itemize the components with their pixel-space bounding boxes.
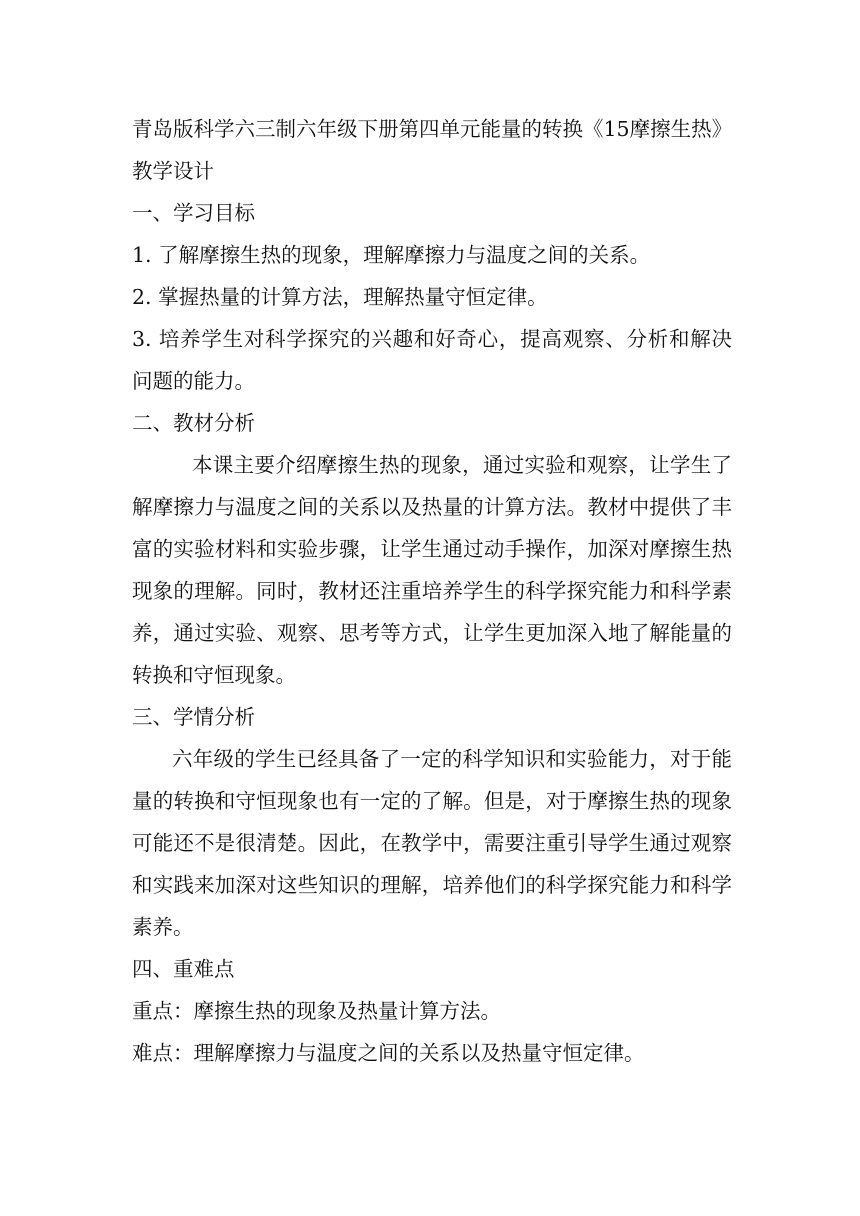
section-heading-key-points: 四、重难点	[132, 957, 235, 981]
objective-item-3: 3. 培养学生对科学探究的兴趣和好奇心，提高观察、分析和解决问题的能力。	[132, 327, 732, 393]
student-analysis-paragraph: 六年级的学生已经具备了一定的科学知识和实验能力，对于能量的转换和守恒现象也有一定的了解。但是，对于摩擦生热的现象可能还不是很清楚。因此，在教学中，需要注重引导学生通过观察和实践来加深对这些知识的理解，培养他们的科学探究能力和科学素养。	[132, 747, 732, 939]
document-title-line-2: 教学设计	[132, 159, 214, 183]
section-heading-student-analysis: 三、学情分析	[132, 705, 255, 729]
objective-item-1: 1. 了解摩擦生热的现象，理解摩擦力与温度之间的关系。	[132, 243, 651, 267]
document-body	[132, 108, 732, 1074]
material-analysis-paragraph: 本课主要介绍摩擦生热的现象，通过实验和观察，让学生了解摩擦力与温度之间的关系以及热量的计算方法。教材中提供了丰富的实验材料和实验步骤，让学生通过动手操作，加深对摩擦生热现象的理解。同时，教材还注重培养学生的科学探究能力和科学素养，通过实验、观察、思考等方式，让学生更加深入地了解能量的转换和守恒现象。	[132, 453, 732, 687]
section-heading-objectives: 一、学习目标	[132, 201, 255, 225]
key-point-difficulty: 难点：理解摩擦力与温度之间的关系以及热量守恒定律。	[132, 1041, 645, 1065]
objective-item-2: 2. 掌握热量的计算方法，理解热量守恒定律。	[132, 285, 548, 309]
document-title-line-1: 青岛版科学六三制六年级下册第四单元能量的转换《15摩擦生热》	[132, 117, 733, 141]
key-point-focus: 重点：摩擦生热的现象及热量计算方法。	[132, 999, 501, 1023]
section-heading-material-analysis: 二、教材分析	[132, 411, 255, 435]
